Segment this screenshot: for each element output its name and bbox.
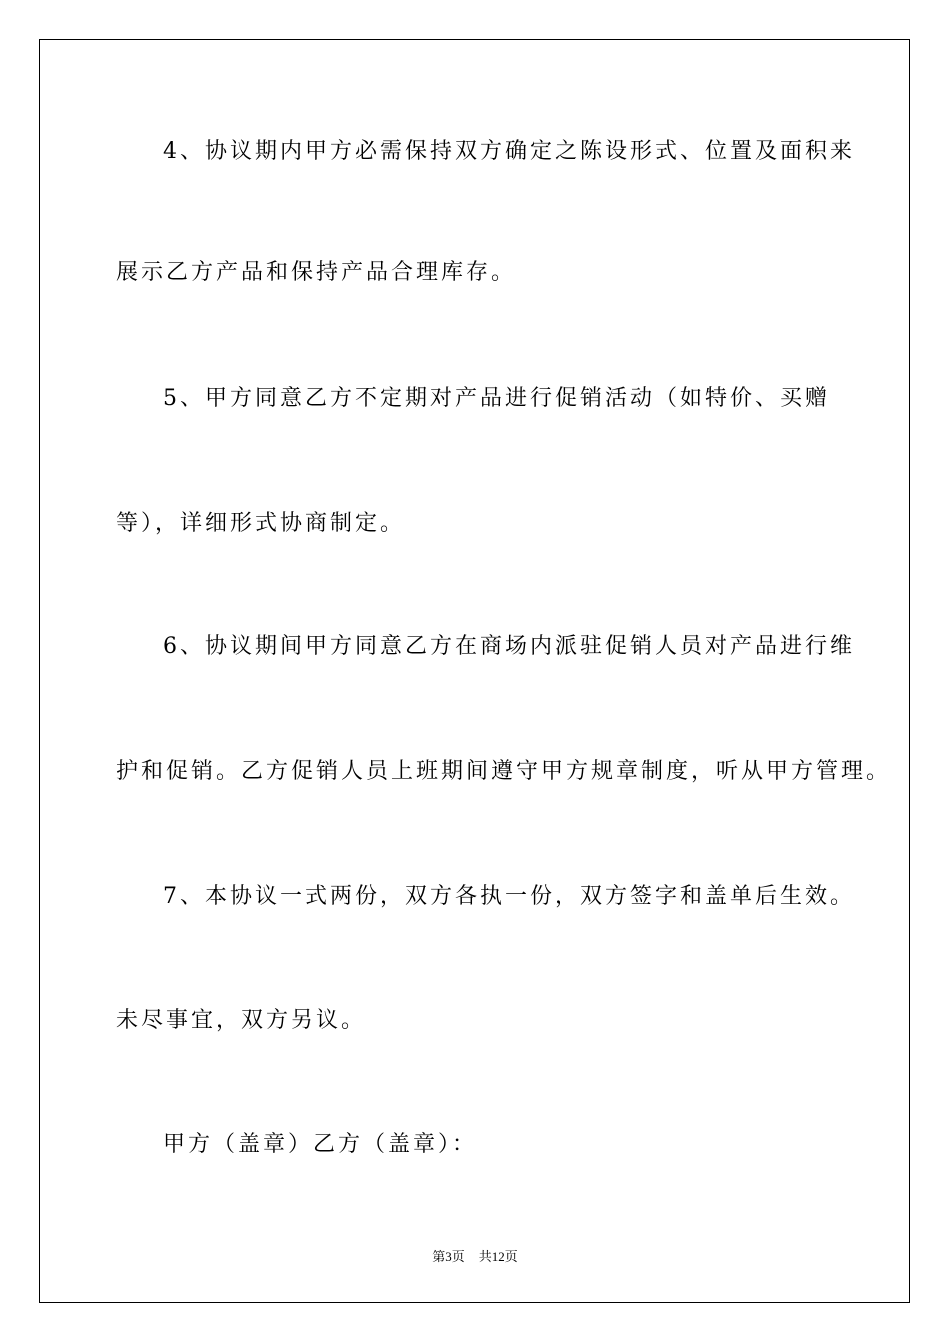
clause-5-line-2: 等），详细形式协商制定。 (116, 511, 406, 536)
clause-7-line-1: 7、本协议一式两份，双方各执一份，双方签字和盖单后生效。 (163, 884, 855, 909)
clause-6-line-1: 6、协议期间甲方同意乙方在商场内派驻促销人员对产品进行维 (163, 634, 855, 659)
signature-line: 甲方（盖章）乙方（盖章）： (163, 1132, 478, 1157)
clause-5-line-1: 5、甲方同意乙方不定期对产品进行促销活动（如特价、买赠 (163, 386, 830, 411)
page-number: 第3页 (432, 1249, 465, 1264)
clause-4-line-2: 展示乙方产品和保持产品合理库存。 (116, 260, 517, 285)
page-footer (0, 1246, 950, 1265)
clause-4-line-1: 4、协议期内甲方必需保持双方确定之陈设形式、位置及面积来 (163, 139, 855, 164)
clause-6-line-2: 护和促销。乙方促销人员上班期间遵守甲方规章制度，听从甲方管理。 (116, 759, 892, 784)
page-border (39, 39, 910, 1303)
clause-7-line-2: 未尽事宜，双方另议。 (116, 1008, 367, 1033)
page-total: 共12页 (478, 1249, 518, 1264)
